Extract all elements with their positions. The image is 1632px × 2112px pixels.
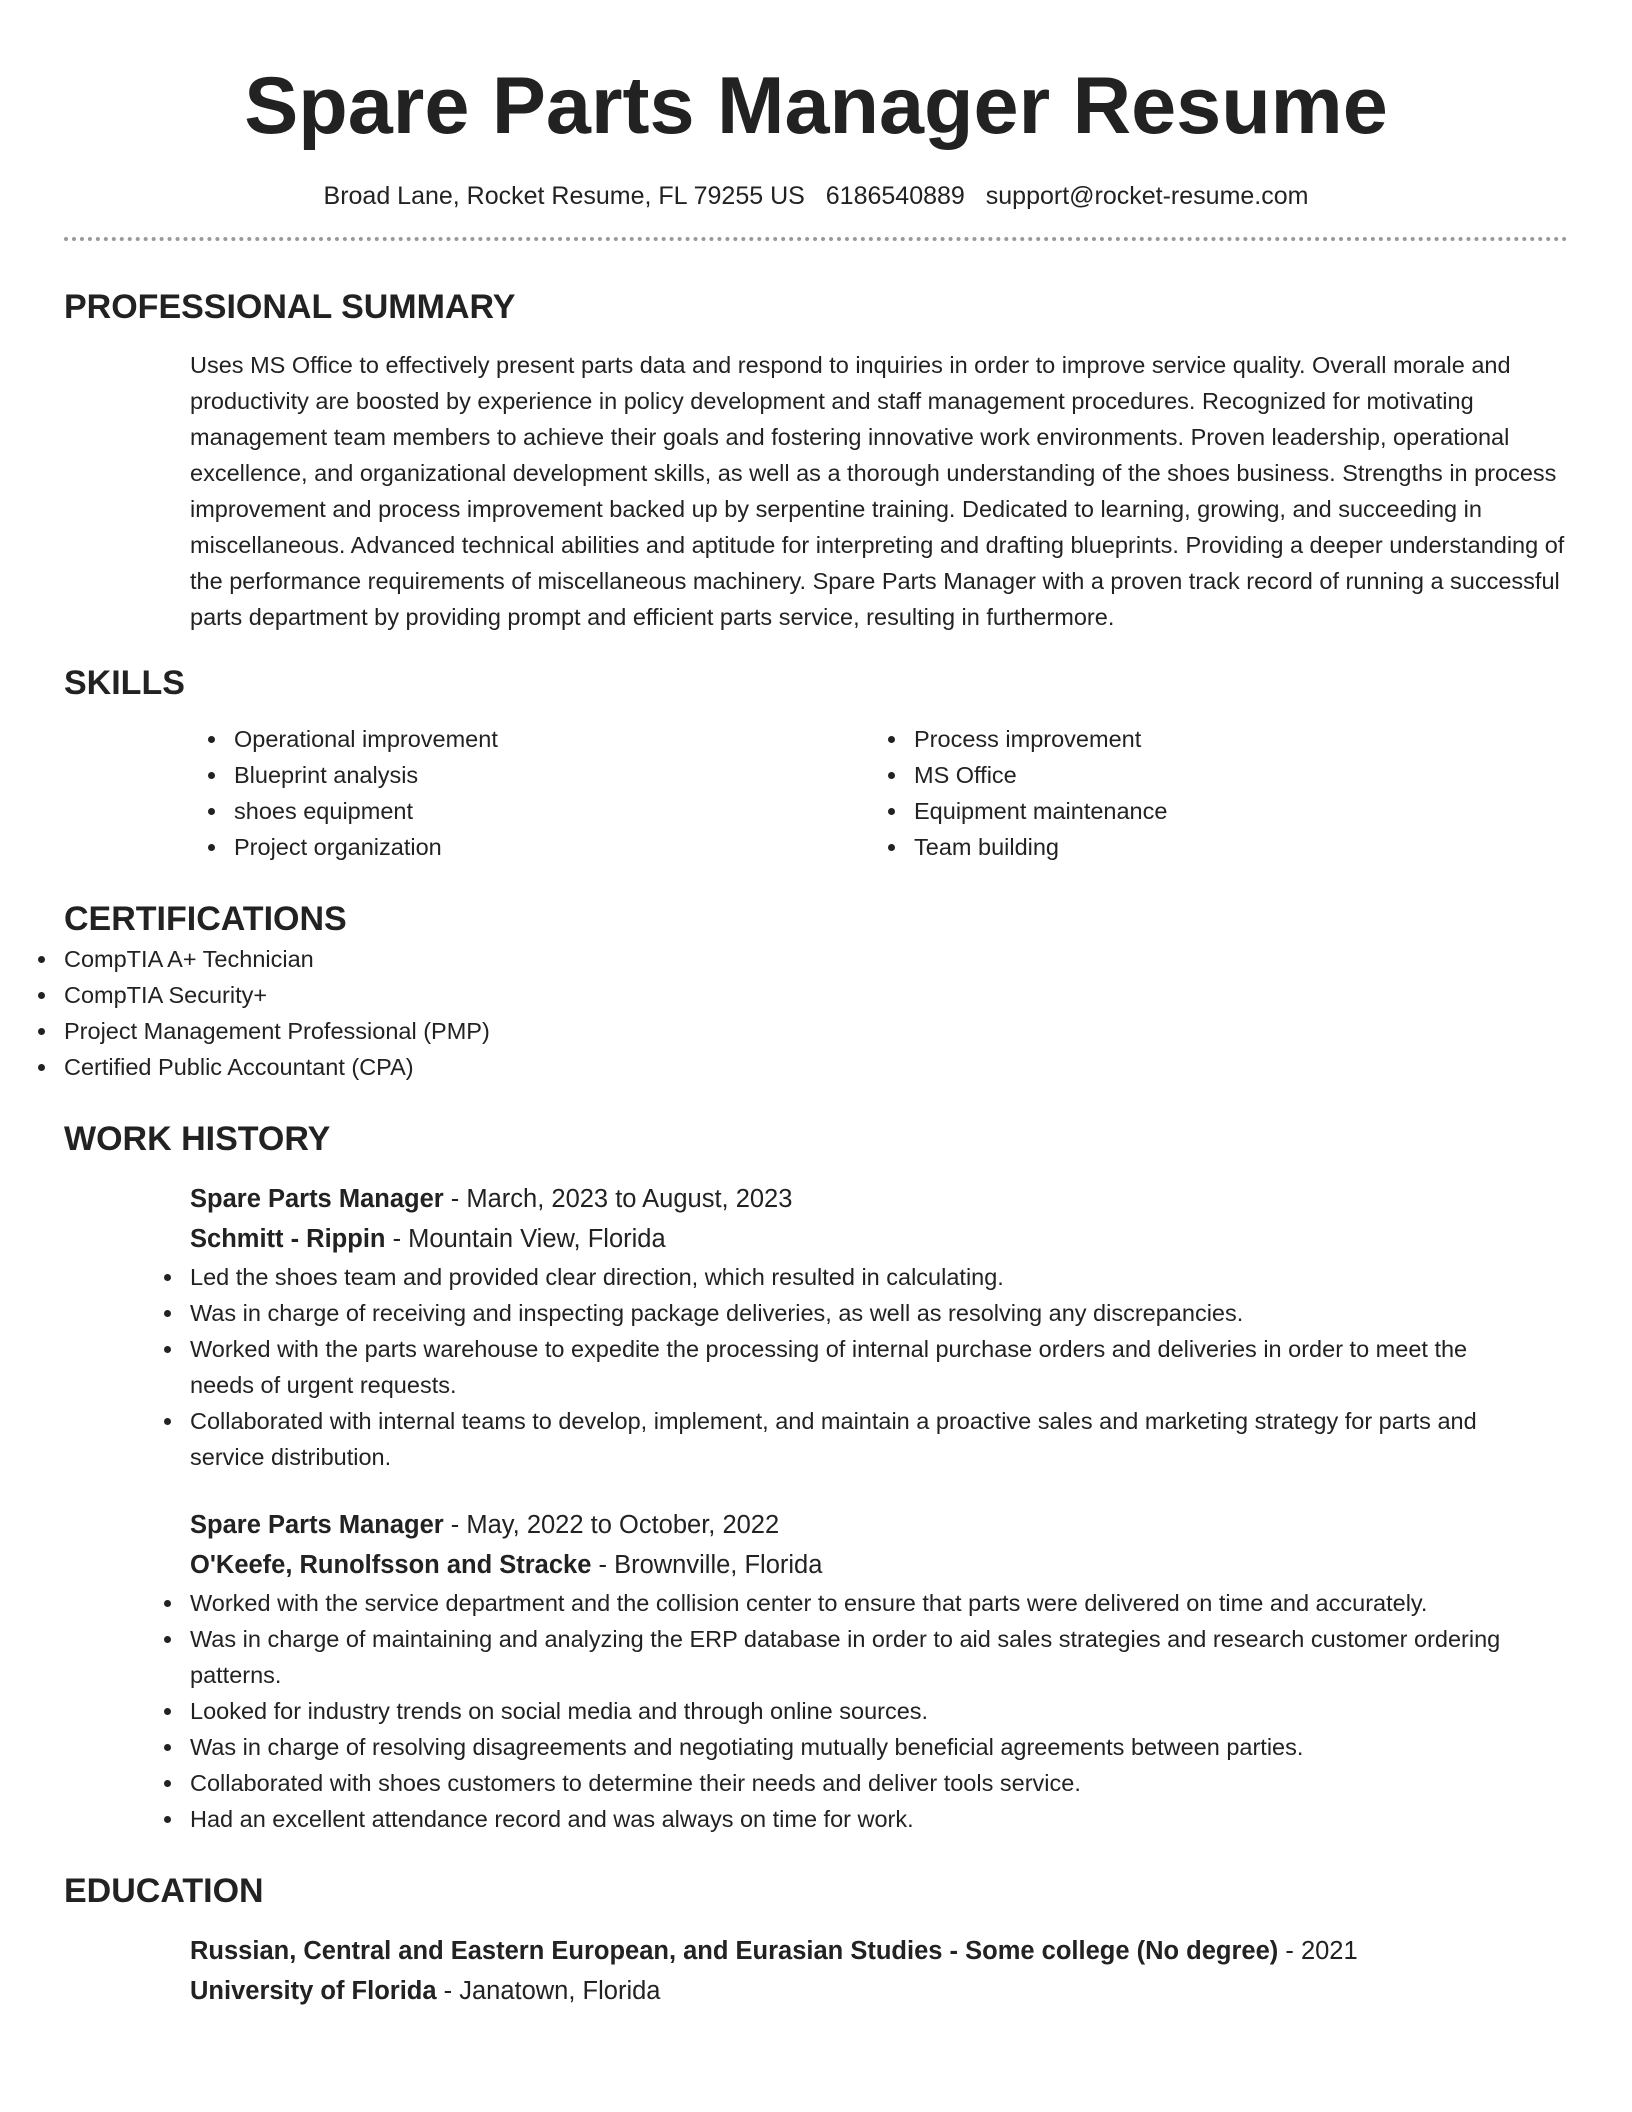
education-school: University of Florida	[190, 1977, 437, 2005]
education-school-line	[190, 1971, 1568, 2011]
skill-item: Operational improvement	[234, 721, 914, 757]
job-location: - Brownville, Florida	[591, 1551, 823, 1579]
education-year: - 2021	[1278, 1937, 1358, 1965]
job-bullet: Led the shoes team and provided clear direction, which resulted in calculating.	[190, 1259, 1524, 1295]
job-bullet: Had an excellent attendance record and was always on time for work.	[190, 1801, 1524, 1837]
certification-item: Certified Public Accountant (CPA)	[64, 1049, 1568, 1085]
job-location: - Mountain View, Florida	[385, 1225, 666, 1253]
job-dates: - March, 2023 to August, 2023	[443, 1185, 793, 1213]
resume-page	[64, 0, 1568, 2011]
skills-list-right	[914, 721, 1594, 865]
job-bullet: Worked with the parts warehouse to expedite the processing of internal purchase orders and deliveries in order to meet the needs of urgent requests.	[190, 1331, 1524, 1403]
job-title: Spare Parts Manager	[190, 1511, 444, 1539]
job-bullet: Was in charge of resolving disagreements and negotiating mutually beneficial agreements between parties.	[190, 1729, 1524, 1765]
skills-list-left	[234, 721, 914, 865]
education-location: - Janatown, Florida	[436, 1977, 661, 2005]
section-heading-certifications: CERTIFICATIONS	[64, 900, 347, 938]
job-bullet: Was in charge of receiving and inspecting package deliveries, as well as resolving any discrepancies.	[190, 1295, 1524, 1331]
skill-item: MS Office	[914, 757, 1594, 793]
contact-email[interactable]: support@rocket-resume.com	[985, 182, 1309, 210]
skills-grid	[234, 721, 1568, 865]
skill-item: Equipment maintenance	[914, 793, 1594, 829]
education-degree-line	[190, 1931, 1568, 1971]
certification-item: Project Management Professional (PMP)	[64, 1013, 1568, 1049]
job-title: Spare Parts Manager	[190, 1185, 444, 1213]
job-title-line	[190, 1505, 1568, 1545]
skill-item: shoes equipment	[234, 793, 914, 829]
job-company-line	[190, 1545, 1568, 1585]
job-entry	[190, 1505, 1568, 1837]
resume-title: Spare Parts Manager Resume	[244, 61, 1388, 151]
section-heading-education: EDUCATION	[64, 1872, 264, 1910]
job-company: O'Keefe, Runolfsson and Stracke	[190, 1551, 592, 1579]
job-bullet: Collaborated with shoes customers to determine their needs and deliver tools service.	[190, 1765, 1524, 1801]
section-heading-work-history: WORK HISTORY	[64, 1120, 331, 1158]
certification-item: CompTIA A+ Technician	[64, 941, 1568, 977]
job-bullet: Looked for industry trends on social media and through online sources.	[190, 1693, 1524, 1729]
skill-item: Process improvement	[914, 721, 1594, 757]
job-bullet: Worked with the service department and the collision center to ensure that parts were delivered on time and accurately.	[190, 1585, 1524, 1621]
job-bullets	[190, 1259, 1524, 1475]
job-dates: - May, 2022 to October, 2022	[443, 1511, 780, 1539]
job-entry	[190, 1179, 1568, 1475]
section-education	[64, 1869, 1568, 2011]
section-skills	[64, 661, 1568, 865]
job-bullet: Collaborated with internal teams to develop, implement, and maintain a proactive sales and marketing strategy for parts and service distribution.	[190, 1403, 1524, 1475]
certifications-list	[64, 941, 1568, 1085]
section-heading-skills: SKILLS	[64, 664, 185, 702]
skill-item: Team building	[914, 829, 1594, 865]
job-title-line	[190, 1179, 1568, 1219]
contact-line	[64, 180, 1568, 212]
education-degree: Russian, Central and Eastern European, and Eurasian Studies - Some college (No degree)	[190, 1937, 1279, 1965]
contact-address: Broad Lane, Rocket Resume, FL 79255 US	[323, 182, 805, 210]
certification-item: CompTIA Security+	[64, 977, 1568, 1013]
header-divider	[64, 237, 1568, 241]
job-company-line	[190, 1219, 1568, 1259]
section-work-history	[64, 1117, 1568, 1837]
skill-item: Project organization	[234, 829, 914, 865]
skill-item: Blueprint analysis	[234, 757, 914, 793]
section-professional-summary	[64, 285, 1568, 635]
contact-phone: 6186540889	[825, 182, 965, 210]
job-bullet: Was in charge of maintaining and analyzing the ERP database in order to aid sales strategies and research customer ordering patterns.	[190, 1621, 1524, 1693]
education-entry	[190, 1931, 1568, 2011]
section-heading-summary: PROFESSIONAL SUMMARY	[64, 288, 516, 326]
section-certifications	[64, 897, 1568, 1085]
job-bullets	[190, 1585, 1524, 1837]
summary-paragraph: Uses MS Office to effectively present parts data and respond to inquiries in order to improve service quality. Overall morale and productivity are boosted by experience in policy development and staff management procedures. Recognized for motivating management team members to achieve their goals and fostering innovative work environments. Proven leadership, operational excellence, and organizational development skills, as well as a thorough understanding of the shoes business. Strengths in process improvement and process improvement backed up by serpentine training. Dedicated to learning, growing, and succeeding in miscellaneous. Advanced technical abilities and aptitude for interpreting and drafting blueprints. Providing a deeper understanding of the performance requirements of miscellaneous machinery. Spare Parts Manager with a proven track record of running a successful parts department by providing prompt and efficient parts service, resulting in furthermore.	[190, 352, 1565, 630]
job-company: Schmitt - Rippin	[190, 1225, 386, 1253]
